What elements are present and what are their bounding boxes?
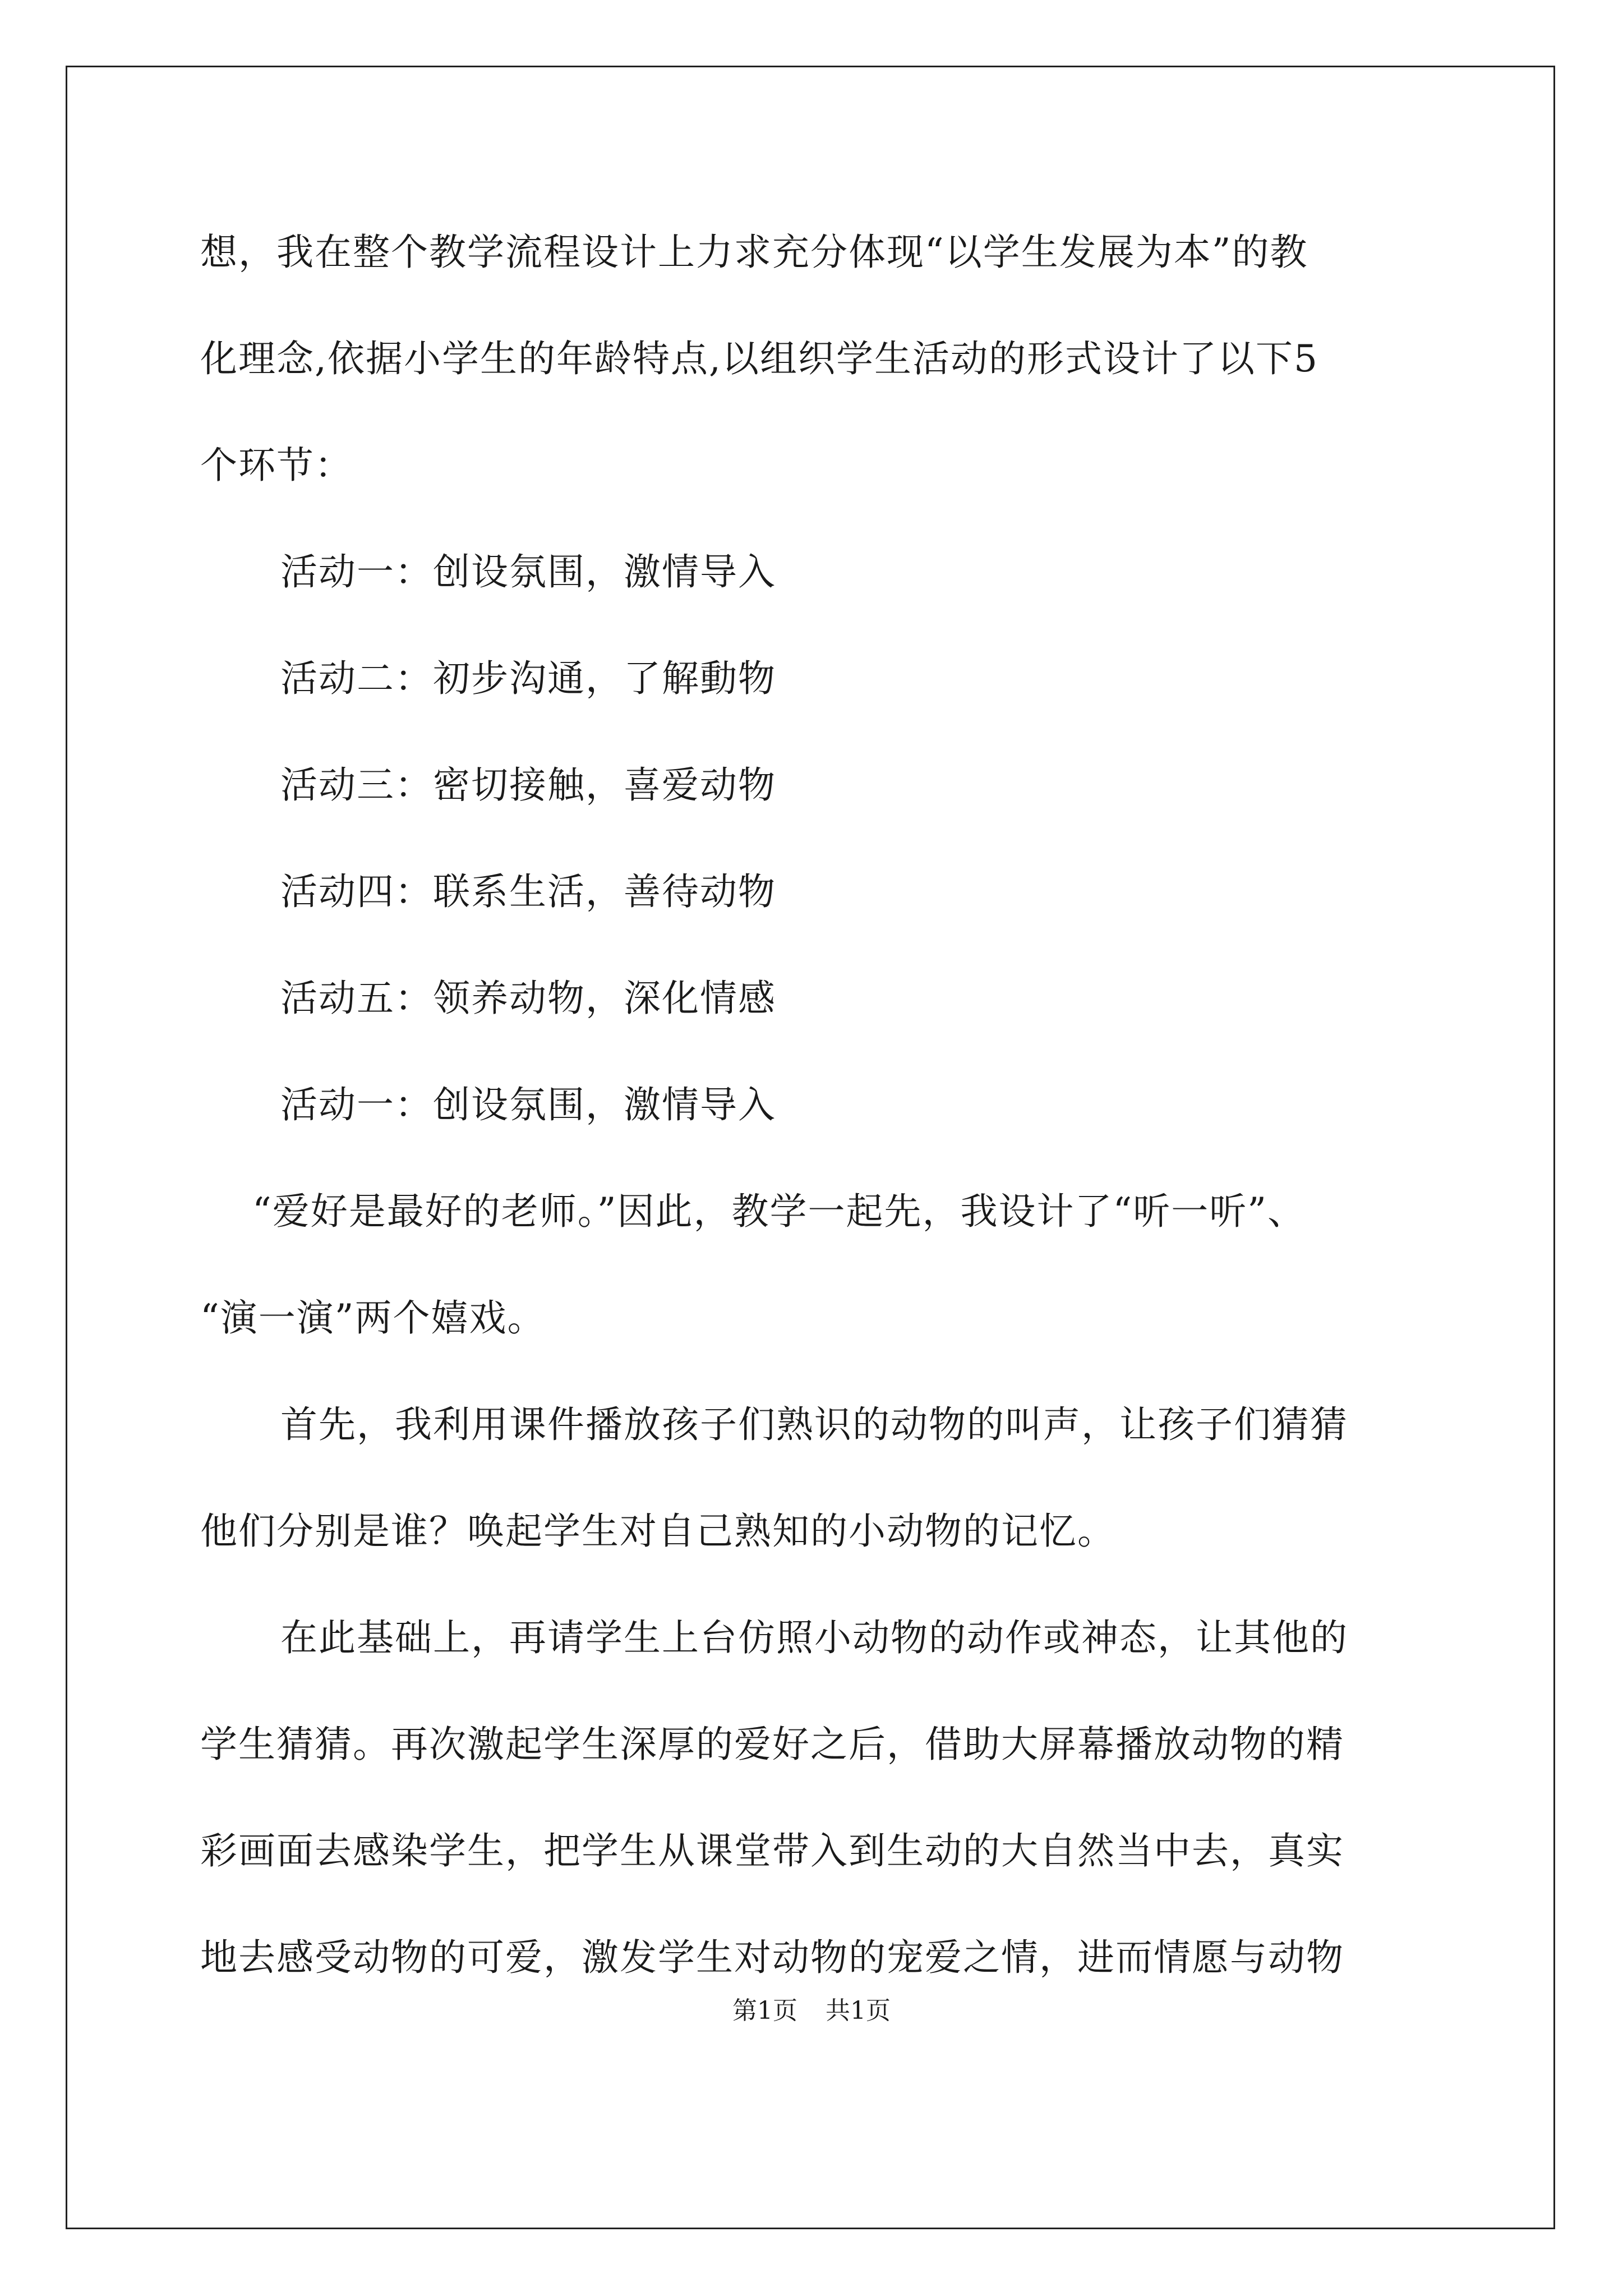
text-line: 彩画面去感染学生，把学生从课堂带入到生动的大自然当中去，真实: [200, 1829, 1344, 1872]
text-line: 地去感受动物的可爱，激发学生对动物的宠爱之情，进而情愿与动物: [200, 1936, 1344, 1979]
text-line: 个环节：: [200, 444, 353, 487]
page-total: 共1页: [826, 1996, 891, 2025]
text-line: 首先，我利用课件播放孩子们熟识的动物的叫声，让孩子们猜猜: [280, 1403, 1348, 1446]
text-line: 在此基础上，再请学生上台仿照小动物的动作或神态，让其他的: [280, 1616, 1348, 1659]
activity-line: 活动五：领养动物，深化情感: [280, 977, 776, 1020]
section-heading: 活动一：创设氛围，激情导入: [280, 1083, 776, 1126]
activity-line: 活动二：初步沟通，了解動物: [280, 657, 776, 700]
text-line: 想，我在整个教学流程设计上力求充分体现“以学生发展为本”的教: [200, 231, 1308, 274]
activity-line: 活动三：密切接触，喜爱动物: [280, 763, 776, 807]
page-footer: [0, 1994, 1623, 2028]
page-frame: [66, 66, 1555, 2229]
text-line: 学生猜猜。再次激起学生深厚的爱好之后，借助大屏幕播放动物的精: [200, 1723, 1344, 1766]
page-number: 第1页: [732, 1996, 797, 2025]
text-line: 化理念,依据小学生的年龄特点,以组织学生活动的形式设计了以下5: [200, 337, 1318, 380]
text-line: “演一演”两个嬉戏。: [200, 1296, 546, 1340]
activity-line: 活动四：联系生活，善待动物: [280, 870, 776, 913]
text-line: 他们分别是谁？唤起学生对自己熟知的小动物的记忆。: [200, 1510, 1115, 1553]
text-line: “爱好是最好的老师。”因此，教学一起先，我设计了“听一听”、: [252, 1190, 1306, 1233]
activity-line: 活动一：创设氛围，激情导入: [280, 550, 776, 593]
